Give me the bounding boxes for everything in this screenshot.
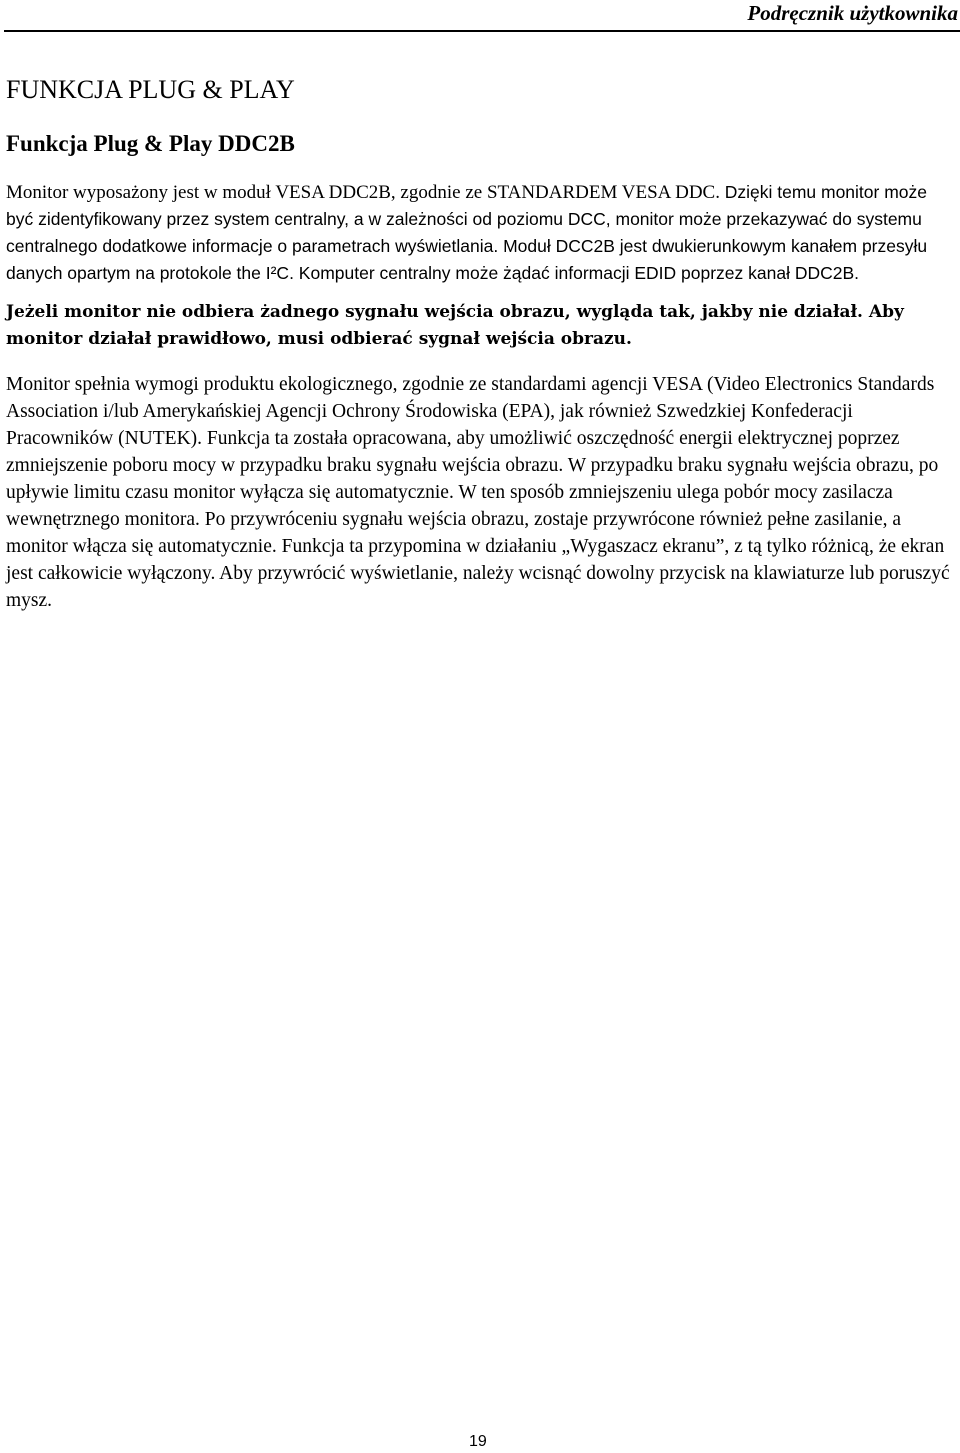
signal-notice-paragraph: Jeżeli monitor nie odbiera żadnego sygnału wejścia obrazu, wygląda tak, jakby nie działał. Aby monitor działał prawidłowo, musi odbierać sygnał wejścia obrazu. [6,302,904,349]
subsection-title: Funkcja Plug & Play DDC2B [6,131,295,156]
power-saving-paragraph: Monitor spełnia wymogi produktu ekologicznego, zgodnie ze standardami agencji VESA (Video Electronics Standards Association i/lub Amerykańskiej Agencji Ochrony Środowiska (EPA), jak również Szwedzkiej Konfederacji Pracowników (NUTEK). Funkcja ta została opracowana, aby umożliwić oszczędność energii elektrycznej poprzez zmniejszenie poboru mocy w przypadku braku sygnału wejścia obrazu. W przypadku braku sygnału wejścia obrazu, po upływie limitu czasu monitor wyłącza się automatycznie. W ten sposób zmniejszeniu ulega pobór mocy zasilacza wewnętrznego monitora. Po przywróceniu sygnału wejścia obrazu, zostaje przywrócone również pełne zasilanie, a monitor włącza się automatycznie. Funkcja ta przypomina w działaniu „Wygaszacz ekranu”, z tą tylko różnicą, że ekran jest całkowicie wyłączony. Aby przywrócić wyświetlanie, należy wcisnąć dowolny przycisk na klawiaturze lub poruszyć mysz. [6,374,950,611]
section-title: FUNKCJA PLUG & PLAY [6,75,295,104]
page-content [6,70,956,614]
running-header: Podręcznik użytkownika [747,1,958,25]
header-divider [4,30,960,32]
ddc2b-paragraph-intro: Monitor wyposażony jest w moduł VESA DDC2B, zgodnie ze STANDARDEM VESA DDC. [6,182,725,203]
ddc2b-paragraph [6,179,956,287]
page-number: 19 [469,1433,487,1450]
ddc2b-paragraph-body: Dzięki temu monitor może być zidentyfikowany przez system centralny, a w zależności od poziomu DCC, monitor może przekazywać do systemu centralnego dodatkowe informacje o parametrach wyświetlania. Moduł DCC2B jest dwukierunkowym kanałem przesyłu danych opartym na protokole the I²C. Komputer centralny może żądać informacji EDID poprzez kanał DDC2B. [6,182,928,283]
